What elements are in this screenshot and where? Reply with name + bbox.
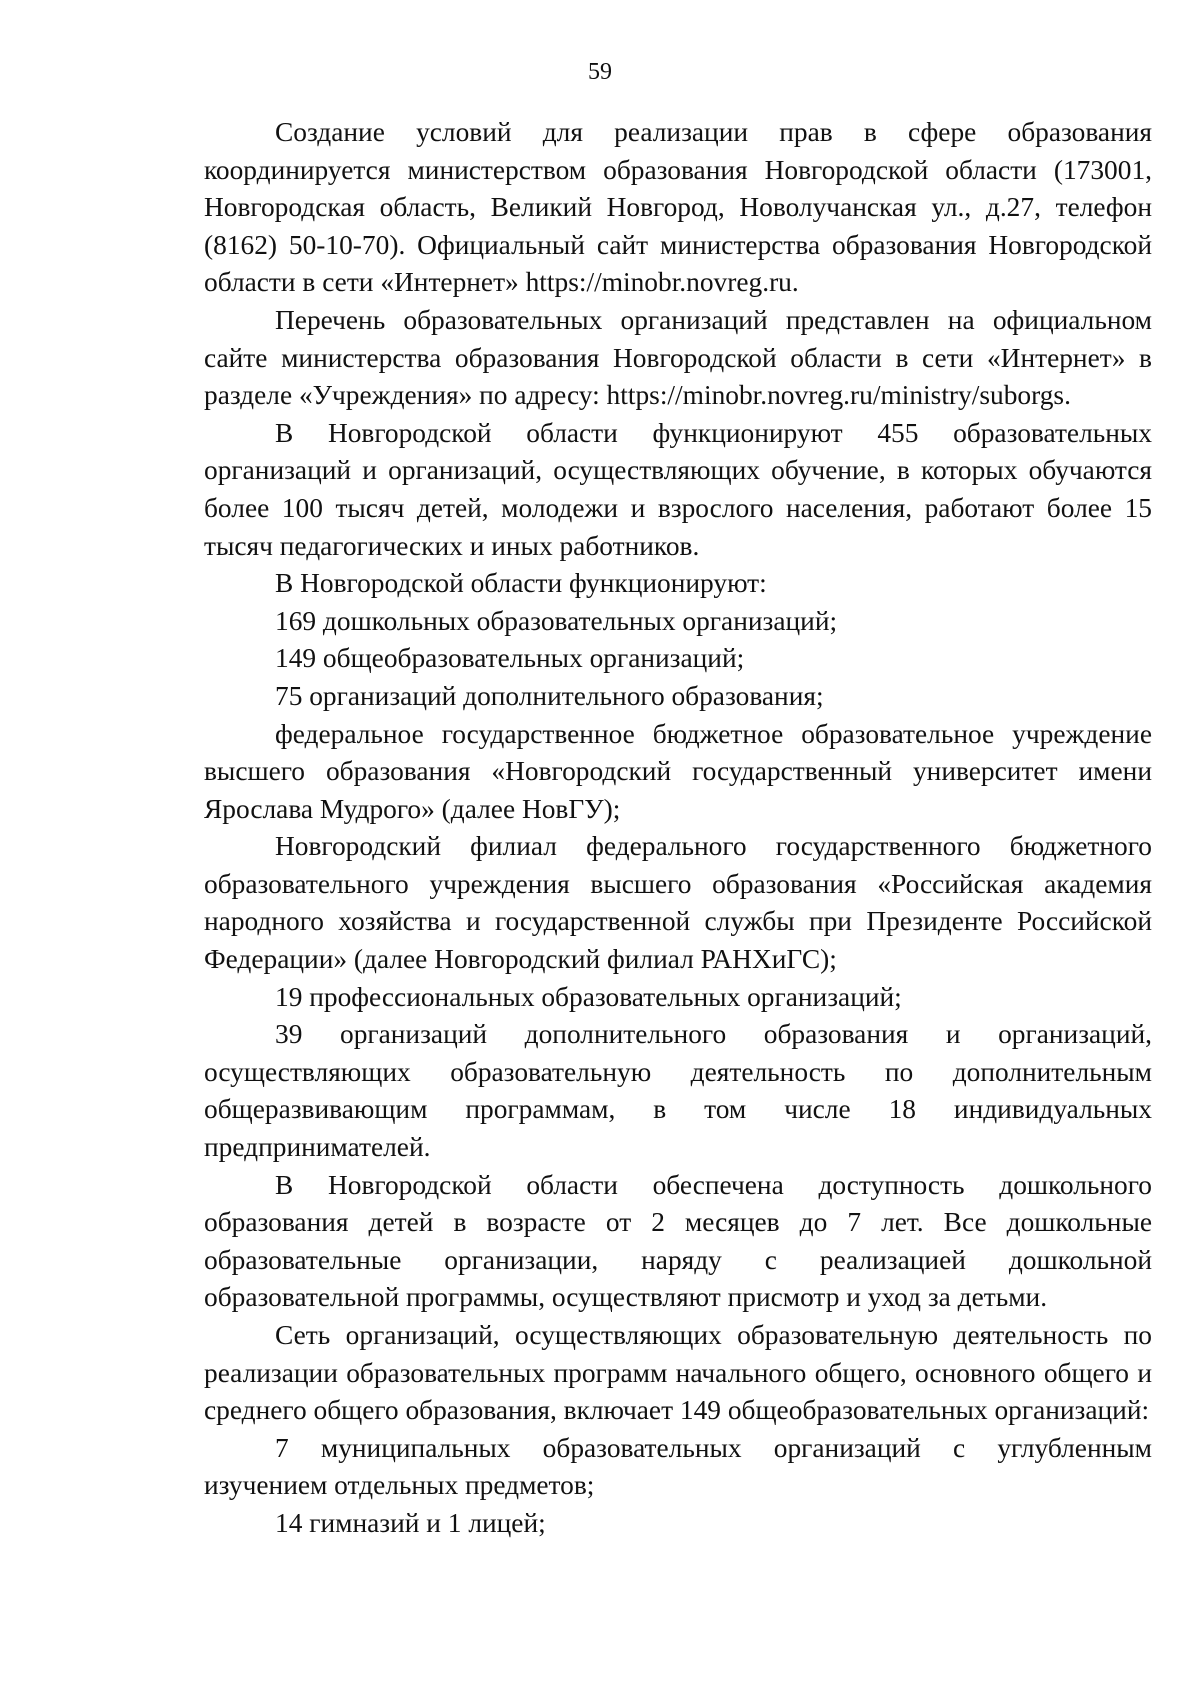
page-number: 59 <box>588 59 612 85</box>
list-item-general-education: 149 общеобразовательных организаций; <box>275 643 745 674</box>
list-item-additional-education: 75 организаций дополнительного образования; <box>275 680 824 711</box>
paragraph-school-network: Сеть организаций, осуществляющих образовательную деятельность по реализации образовательных программ начального общего, основного общего и среднего общего образования, включает 149 общеобразовательных организаций: <box>204 1320 1152 1426</box>
list-item-ranepa-branch: Новгородский филиал федерального государственного бюджетного образовательного учреждения высшего образования «Российская академия народного хозяйства и государственной службы при Президенте Российской Федерации» (далее Новгородский филиал РАНХиГС); <box>204 831 1152 975</box>
paragraph-total-organizations: В Новгородской области функционируют 455 образовательных организаций и организаций, осуществляющих обучение, в которых обучаются более 100 тысяч детей, молодежи и взрослого населения, работают более 15 тысяч педагогических и иных работников. <box>204 417 1152 561</box>
list-item-novgu: федеральное государственное бюджетное образовательное учреждение высшего образования «Новгородский государственный университет имени Ярослава Мудрого» (далее НовГУ); <box>204 718 1152 824</box>
list-item-professional: 19 профессиональных образовательных организаций; <box>275 981 902 1012</box>
paragraph-coordination: Создание условий для реализации прав в сфере образования координируется министерством образования Новгородской области (173001, Новгородская область, Великий Новгород, Новолучанская ул., д.27, телефон (8162) 50-10-70). Официальный сайт министерства образования Новгородской области в сети «Интернет» https://minobr.novreg.ru. <box>204 117 1152 298</box>
paragraph-organizations-list-link: Перечень образовательных организаций представлен на официальном сайте министерства образования Новгородской области в сети «Интернет» в разделе «Учреждения» по адресу: https://minobr.novreg.ru/ministry/suborgs. <box>204 304 1152 411</box>
list-item-preschool: 169 дошкольных образовательных организаций; <box>275 605 838 636</box>
list-item-additional-programs: 39 организаций дополнительного образования и организаций, осуществляющих образовательную деятельность по дополнительным общеразвивающим программам, в том числе 18 индивидуальных предпринимателей. <box>204 1019 1152 1163</box>
list-item-advanced-study: 7 муниципальных образовательных организаций с углубленным изучением отдельных предметов; <box>204 1432 1152 1501</box>
document-body <box>204 114 1152 1543</box>
list-item-gymnasiums-lyceum: 14 гимназий и 1 лицей; <box>275 1507 546 1538</box>
paragraph-functioning-intro: В Новгородской области функционируют: <box>275 568 767 599</box>
paragraph-preschool-availability: В Новгородской области обеспечена доступность дошкольного образования детей в возрасте от 2 месяцев до 7 лет. Все дошкольные образовательные организации, наряду с реализацией дошкольной образовательной программы, осуществляют присмотр и уход за детьми. <box>204 1169 1152 1313</box>
